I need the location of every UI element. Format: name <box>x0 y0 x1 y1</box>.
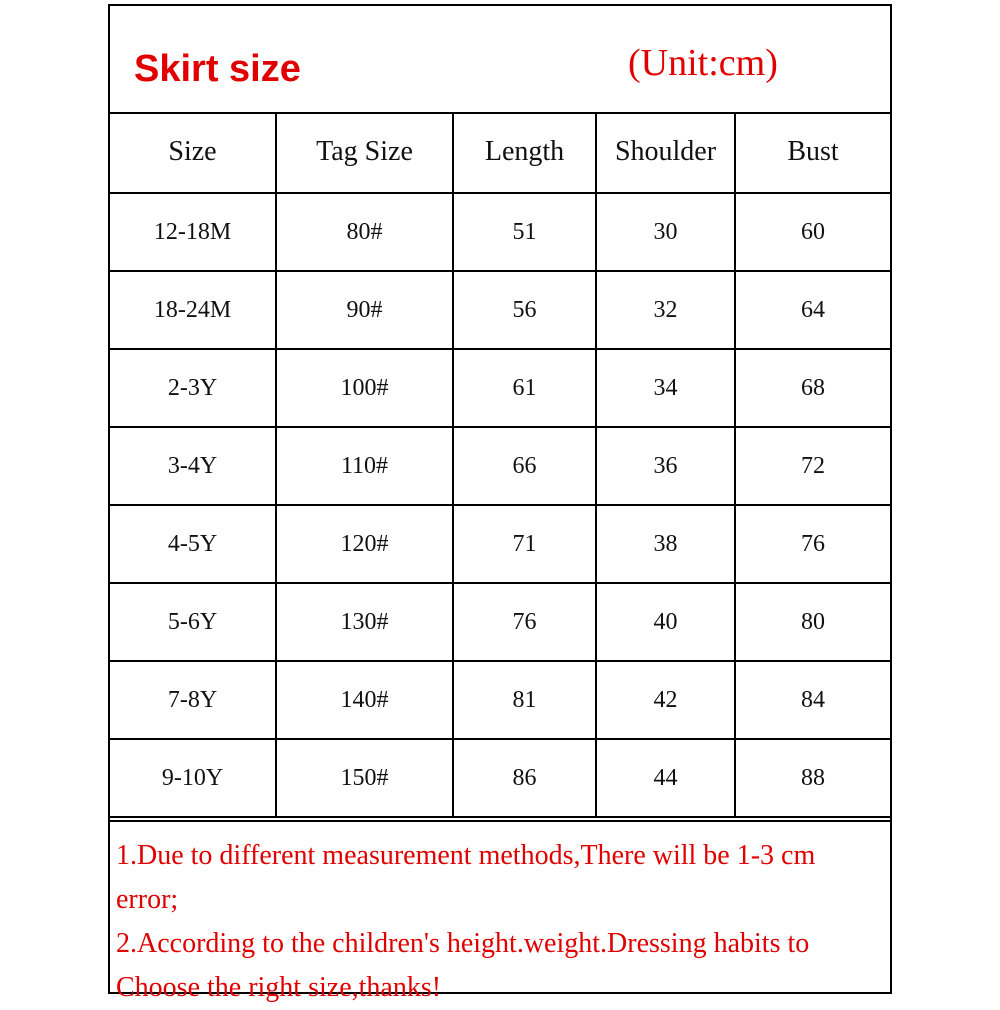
header-tag-size: Tag Size <box>276 112 453 193</box>
cell-tag-size: 150# <box>276 739 453 817</box>
cell-length: 61 <box>453 349 596 427</box>
cell-tag-size: 120# <box>276 505 453 583</box>
cell-tag-size: 100# <box>276 349 453 427</box>
cell-tag-size: 110# <box>276 427 453 505</box>
cell-size: 3-4Y <box>110 427 276 505</box>
cell-tag-size: 80# <box>276 193 453 271</box>
cell-size: 18-24M <box>110 271 276 349</box>
header-row <box>110 112 890 193</box>
table-row <box>110 193 890 271</box>
title-row <box>110 6 890 114</box>
header-size: Size <box>110 112 276 193</box>
note-item: 2.According to the children's height.weight.Dressing habits to Choose the right size,thanks! <box>116 928 810 1003</box>
cell-bust: 76 <box>735 505 890 583</box>
cell-bust: 84 <box>735 661 890 739</box>
cell-shoulder: 30 <box>596 193 735 271</box>
table-row <box>110 427 890 505</box>
cell-shoulder: 42 <box>596 661 735 739</box>
table-row <box>110 505 890 583</box>
cell-length: 56 <box>453 271 596 349</box>
note-item: 1.Due to different measurement methods,There will be 1-3 cm error; <box>116 840 816 915</box>
cell-size: 12-18M <box>110 193 276 271</box>
cell-shoulder: 40 <box>596 583 735 661</box>
cell-tag-size: 130# <box>276 583 453 661</box>
table-row <box>110 583 890 661</box>
header-bust: Bust <box>735 112 890 193</box>
size-table <box>110 112 890 818</box>
table-row <box>110 349 890 427</box>
cell-bust: 60 <box>735 193 890 271</box>
table-row <box>110 739 890 817</box>
cell-size: 9-10Y <box>110 739 276 817</box>
cell-length: 81 <box>453 661 596 739</box>
cell-shoulder: 34 <box>596 349 735 427</box>
cell-length: 66 <box>453 427 596 505</box>
cell-shoulder: 44 <box>596 739 735 817</box>
cell-bust: 64 <box>735 271 890 349</box>
cell-length: 51 <box>453 193 596 271</box>
cell-size: 7-8Y <box>110 661 276 739</box>
cell-bust: 68 <box>735 349 890 427</box>
unit-label: (Unit:cm) <box>628 42 778 84</box>
header-shoulder: Shoulder <box>596 112 735 193</box>
cell-tag-size: 140# <box>276 661 453 739</box>
cell-size: 4-5Y <box>110 505 276 583</box>
cell-size: 5-6Y <box>110 583 276 661</box>
header-length: Length <box>453 112 596 193</box>
cell-size: 2-3Y <box>110 349 276 427</box>
size-chart <box>108 4 892 1003</box>
cell-bust: 88 <box>735 739 890 817</box>
cell-shoulder: 38 <box>596 505 735 583</box>
table-row <box>110 661 890 739</box>
cell-bust: 80 <box>735 583 890 661</box>
notes-section <box>110 820 890 1003</box>
table-row <box>110 271 890 349</box>
cell-length: 71 <box>453 505 596 583</box>
cell-shoulder: 32 <box>596 271 735 349</box>
cell-length: 86 <box>453 739 596 817</box>
cell-length: 76 <box>453 583 596 661</box>
cell-shoulder: 36 <box>596 427 735 505</box>
cell-tag-size: 90# <box>276 271 453 349</box>
chart-title: Skirt size <box>134 48 301 90</box>
cell-bust: 72 <box>735 427 890 505</box>
